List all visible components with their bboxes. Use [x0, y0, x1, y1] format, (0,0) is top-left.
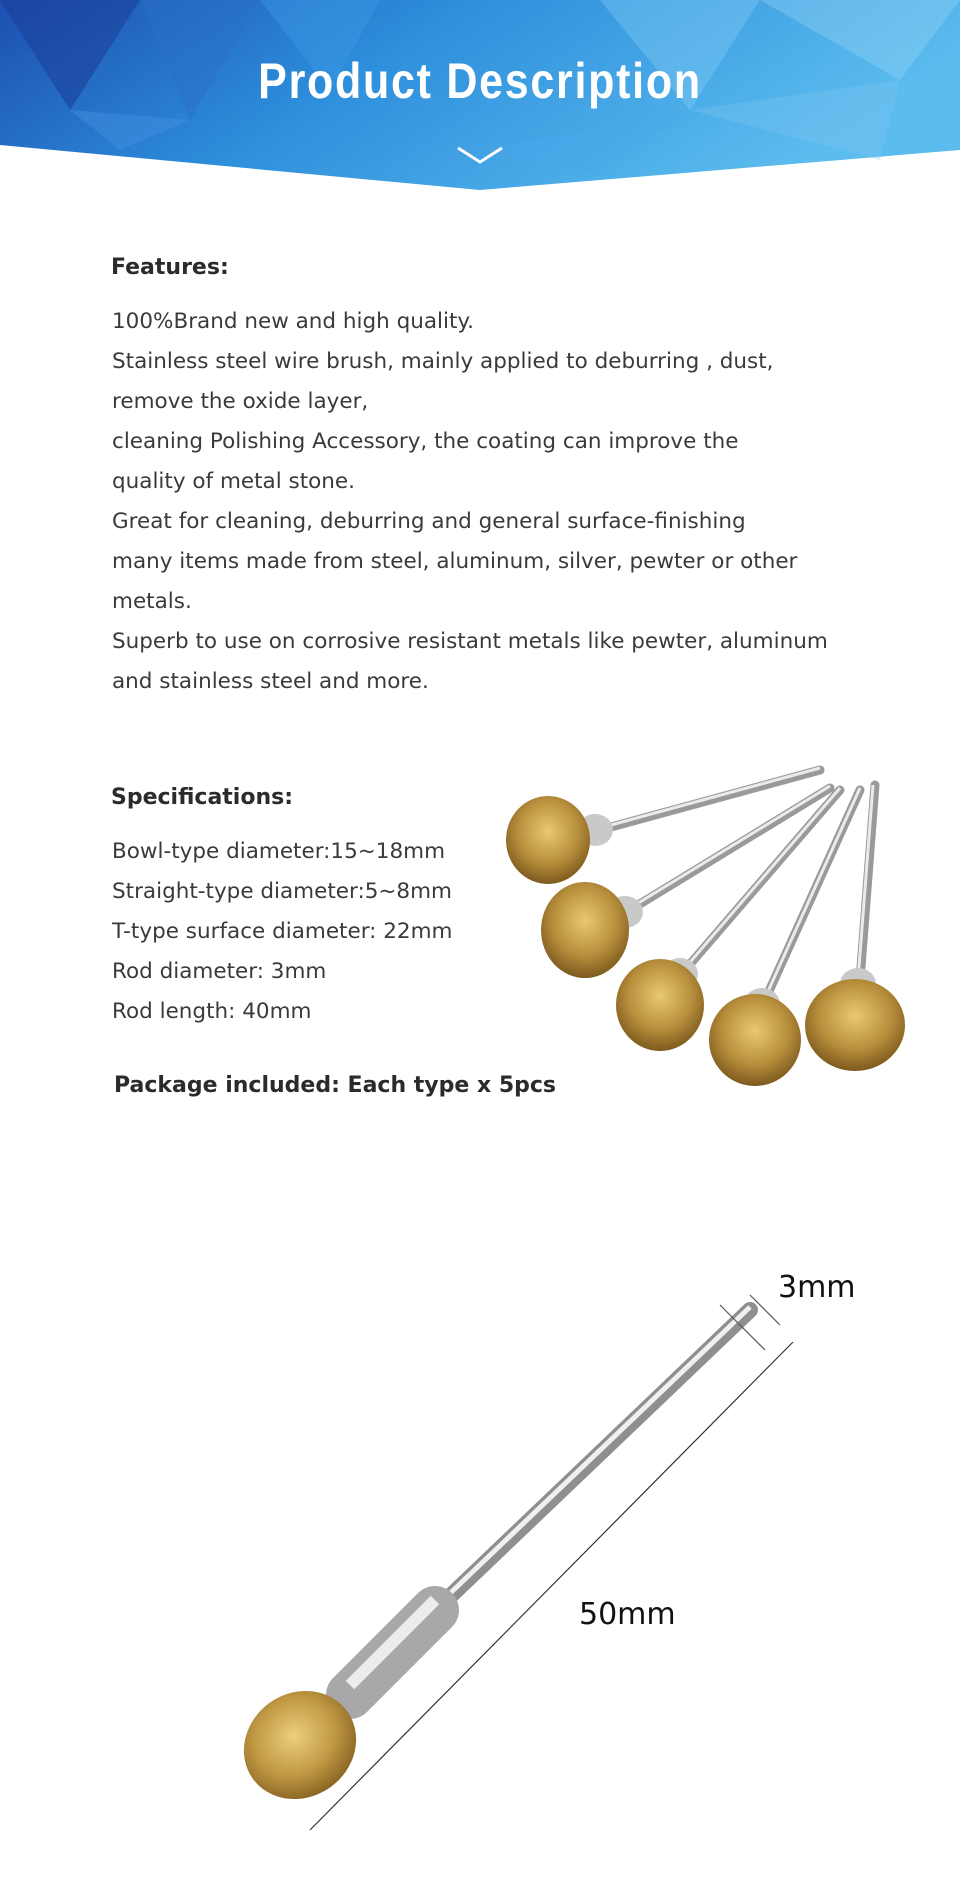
feature-line: Great for cleaning, deburring and general surface-finishing [112, 509, 746, 534]
feature-line: cleaning Polishing Accessory, the coating can improve the [112, 429, 739, 454]
feature-line: many items made from steel, aluminum, silver, pewter or other [112, 549, 798, 574]
feature-line: and stainless steel and more. [112, 669, 429, 694]
features-list [112, 302, 892, 702]
single-brush-image [220, 1270, 820, 1850]
header-banner [0, 0, 960, 190]
spec-line: Straight-type diameter:5~8mm [112, 879, 452, 904]
diameter-label: 3mm [778, 1270, 856, 1305]
chevron-down-icon [456, 146, 504, 166]
feature-line: metals. [112, 589, 192, 614]
feature-line: 100%Brand new and high quality. [112, 309, 474, 334]
specifications-heading: Specifications: [111, 785, 294, 810]
spec-line: Rod length: 40mm [112, 999, 312, 1024]
feature-line: quality of metal stone. [112, 469, 355, 494]
length-dimension-line [310, 1342, 793, 1830]
spec-line: Rod diameter: 3mm [112, 959, 327, 984]
page-title: Product Description [258, 53, 702, 109]
spec-line: Bowl-type diameter:15~18mm [112, 839, 446, 864]
feature-line: remove the oxide layer, [112, 389, 369, 414]
length-label: 50mm [579, 1597, 676, 1632]
feature-line: Superb to use on corrosive resistant metals like pewter, aluminum [112, 629, 828, 654]
package-included: Package included: Each type x 5pcs [114, 1073, 557, 1098]
feature-line: Stainless steel wire brush, mainly applied to deburring , dust, [112, 349, 774, 374]
specifications-list [112, 832, 512, 1032]
features-heading: Features: [111, 255, 229, 280]
spec-line: T-type surface diameter: 22mm [112, 919, 453, 944]
brush-set-image [500, 760, 940, 1090]
